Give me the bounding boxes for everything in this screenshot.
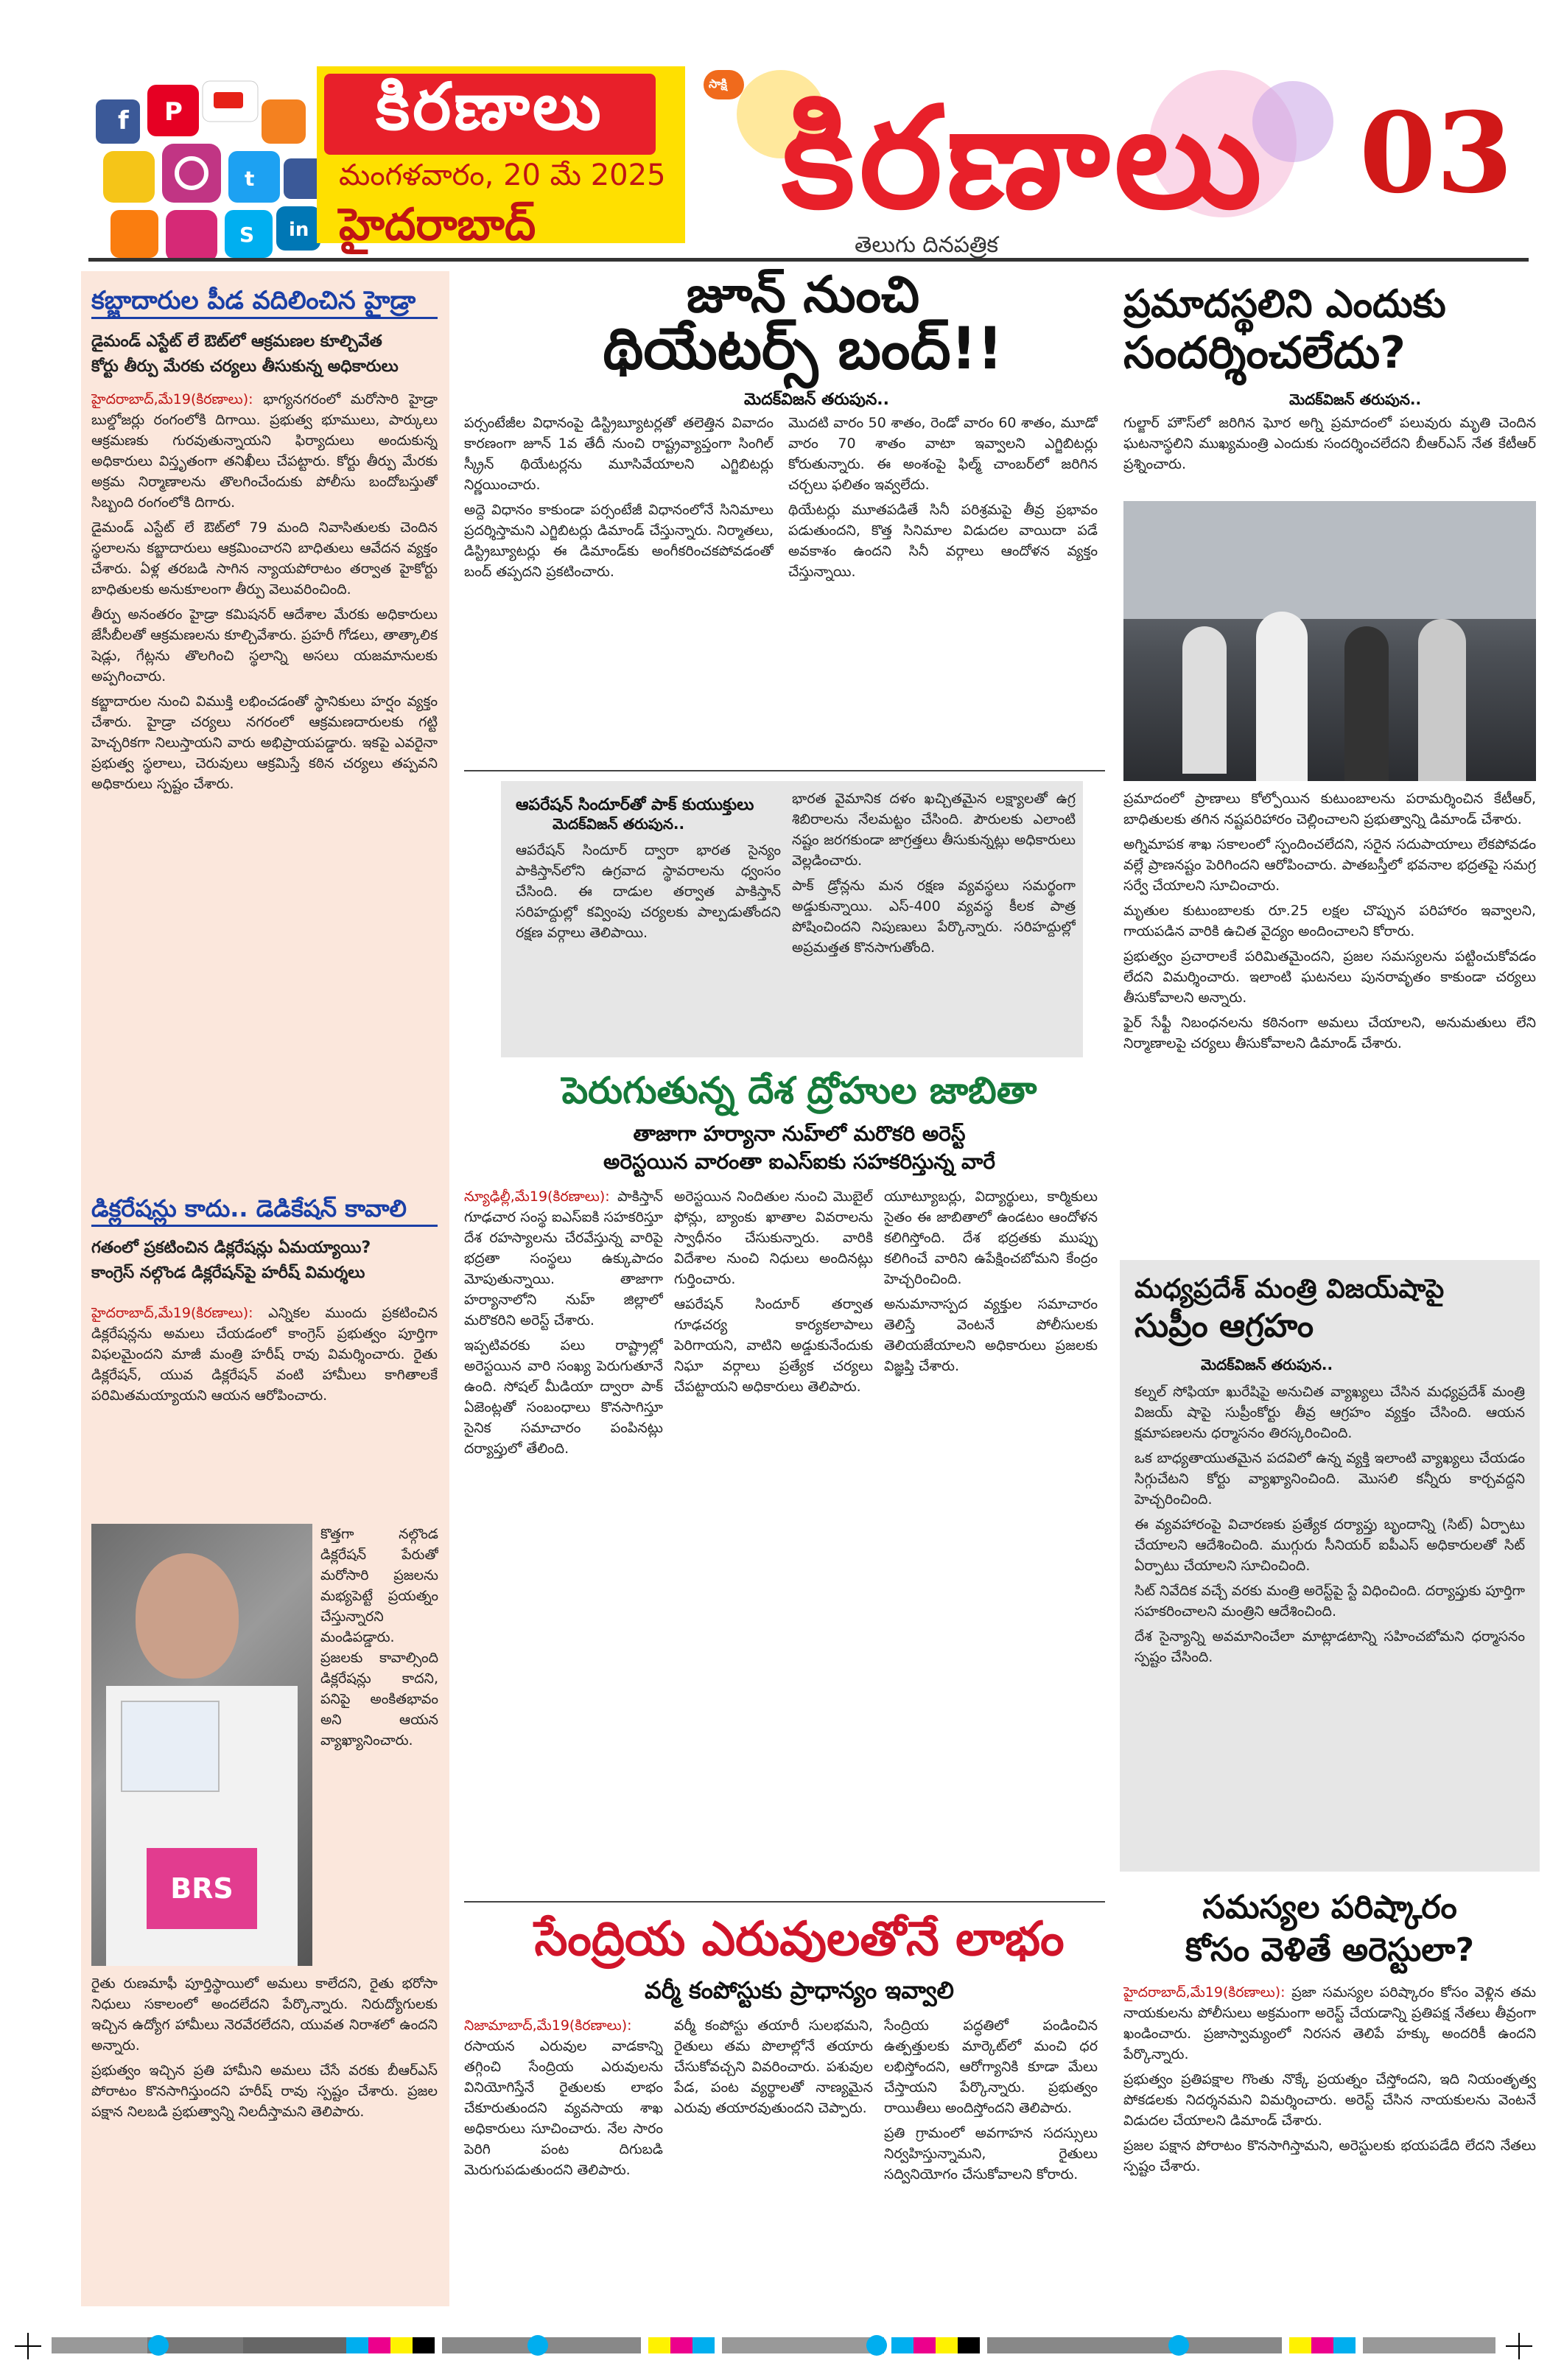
paragraph: ప్రమాదంలో ప్రాణాలు కోల్పోయిన కుటుంబాలను పరామర్శించిన కేటీఆర్, బాధితులకు తగిన నష్టపరిహారం చెల్లించాలని ప్రభుత్వాన్ని డిమాండ్ చేశారు. [1123,791,1536,827]
crosshair-icon [15,2333,41,2359]
paragraph: అద్దె విధానం కాకుండా పర్సంటేజీ విధానంలోనే సినిమాలు ప్రదర్శిస్తామని ఎగ్జిబిటర్లు డిమాండ్ చేస్తున్నారు. నిర్మాతలు, డిస్ట్రిబ్యూటర్లు ఈ డిమాండ్‌కు అంగీకరించకపోవడంతో బంద్ తప్పదని ప్రకటించారు. [464,502,774,580]
splash-label: సాక్షి [709,77,727,91]
paragraph: ప్రతి గ్రామంలో అవగాహన సదస్సులు నిర్వహిస్తున్నామని, రైతులు సద్వినియోగం చేసుకోవాలని కోరారు. [884,2125,1098,2183]
paragraph: దేశ సైన్యాన్ని అవమానించేలా మాట్లాడటాన్ని సహించబోమని ధర్మాసనం స్పష్టం చేసింది. [1135,1628,1525,1665]
headline-organic: సేంద్రియ ఎరువులతోనే లాభం [534,1912,1065,1967]
dateline: హైదరాబాద్,మే19(కిరణాలు): [91,391,253,407]
paragraph: డైమండ్ ఎస్టేట్ లే ఔట్‌లో 79 మంది నివాసితులకు చెందిన స్థలాలను కబ్జాదారులు ఆక్రమించారని బాధితులు ఆవేదన వ్యక్తం చేశారు. ఏళ్ల తరబడి సాగిన న్యాయపోరాటం తర్వాత హైకోర్టు బాధితులకు అనుకూలంగా తీర్పు వెలువరించింది. [91,519,438,598]
instagram-icon [162,144,221,203]
paragraph: తీర్పు అనంతరం హైడ్రా కమిషనర్ ఆదేశాల మేరకు అధికారులు జేసీబీలతో ఆక్రమణలను కూల్చివేశారు. ప్రహరీ గోడలు, తాత్కాలిక షెడ్లు, గేట్లను తొలగించి స్థలాన్ని అసలు యజమానులకు అప్పగించారు. [91,606,438,685]
blogger-icon [111,210,158,258]
headline-line: కోసం వెళితే అరెస్టులా? [1185,1931,1474,1969]
article-declaration-body-bottom [91,1973,438,2297]
treason-col-2 [674,1186,873,1894]
paragraph: ఆపరేషన్ సిందూర్ తర్వాత గూఢచర్య కార్యకలాపాలు పెరిగాయని, వాటిని అడ్డుకునేందుకు నిఘా వర్గాలు ప్రత్యేక చర్యలు చేపట్టాయని అధికారులు తెలిపారు. [674,1296,873,1395]
subheadline-hydra-2: కోర్టు తీర్పు మేరకు చర్యలు తీసుకున్న అధికారులు [91,357,399,376]
paragraph: సేంద్రియ పద్ధతిలో పండించిన ఉత్పత్తులకు మార్కెట్‌లో మంచి ధర లభిస్తోందని, ఆరోగ్యానికి కూడా మేలు చేస్తాయని పేర్కొన్నారు. ప్రభుత్వం రాయితీలు అందిస్తోందని తెలిపారు. [884,2017,1098,2116]
paragraph: ఎన్నికల ముందు ప్రకటించిన డిక్లరేషన్లను అమలు చేయడంలో కాంగ్రెస్ ప్రభుత్వం పూర్తిగా విఫలమైందని మాజీ మంత్రి హరీష్ రావు విమర్శించారు. రైతు డిక్లరేషన్, యువ డిక్లరేషన్ వంటి హామీలు కాగితాలకే పరిమితమయ్యాయని ఆయన ఆరోపించారు. [91,1305,438,1404]
paragraph: మొదటి వారం 50 శాతం, రెండో వారం 60 శాతం, మూడో వారం 70 శాతం వాటా ఇవ్వాలని ఎగ్జిబిటర్లు కోరుతున్నారు. ఈ అంశంపై ఫిల్మ్ చాంబర్‌లో జరిగిన చర్చలు ఫలితం ఇవ్వలేదు. [788,415,1098,493]
paragraph: పాక్ డ్రోన్లను మన రక్షణ వ్యవస్థలు సమర్థంగా అడ్డుకున్నాయి. ఎస్-400 వ్యవస్థ కీలక పాత్ర పోషించిందని నిపుణులు పేర్కొన్నారు. సరిహద్దుల్లో అప్రమత్తత కొనసాగుతోంది. [792,878,1076,956]
accident-intro [1123,413,1536,494]
problems-body [1123,1982,1536,2299]
section-rule [464,1901,1105,1903]
article-declaration-body-top [91,1303,438,1516]
article-hydra-body [91,389,438,1303]
building-facade [1123,501,1536,619]
paragraph: సిట్ నివేదిక వచ్చే వరకు మంత్రి అరెస్ట్‌పై స్టే విధించింది. దర్యాప్తుకు పూర్తిగా సహకరించాలని మంత్రిని ఆదేశించింది. [1135,1583,1525,1620]
social-icons-collage [88,70,332,269]
paragraph: అనుమానాస్పద వ్యక్తుల సమాచారం తెలిస్తే వెంటనే పోలీసులకు తెలియజేయాలని అధికారులు ప్రజలకు విజ్ఞప్తి చేశారు. [884,1296,1098,1374]
theatres-col-1 [464,413,774,763]
svg-text:t: t [245,167,255,191]
dateline: హైదరాబాద్,మే19(కిరణాలు): [91,1305,253,1321]
paragraph: ఆపరేషన్ సిందూర్ ద్వారా భారత సైన్యం పాకిస్తాన్‌లోని ఉగ్రవాద స్థావరాలను ధ్వంసం చేసింది. ఈ దాడుల తర్వాత పాకిస్తాన్ సరిహద్దుల్లో కవ్వింపు చర్యలకు పాల్పడుతోందని రక్షణ వర్గాలు తెలిపాయి. [516,842,781,941]
accident-body [1123,788,1536,1253]
instagram-icon-2 [166,210,217,262]
subheadline-hydra: డైమండ్ ఎస్టేట్ లే ఔట్‌లో ఆక్రమణల కూల్చివేత [91,332,382,351]
paragraph: భారత వైమానిక దళం ఖచ్చితమైన లక్ష్యాలతో ఉగ్ర శిబిరాలను నేలమట్టం చేసింది. పౌరులకు ఎలాంటి నష్టం జరగకుండా జాగ్రత్తలు తీసుకున్నట్లు అధికారులు వెల్లడించారు. [792,791,1076,869]
paragraph: ప్రభుత్వం ప్రచారాలకే పరిమితమైందని, ప్రజల సమస్యలను పట్టించుకోవడం లేదని విమర్శించారు. ఇలాంటి ఘటనలు పునరావృతం కాకుండా చర్యలు తీసుకోవాలని అన్నారు. [1123,948,1536,1006]
person [1256,612,1308,781]
edition-city: హైదరాబాద్ [339,199,536,251]
headline-theatres [486,266,1120,382]
byline: మెదక్‌విజన్ తరుపున.. [744,391,890,409]
treason-col-1 [464,1186,663,1894]
social-media-collage [88,70,332,269]
subheadline-treason: తాజాగా హర్యానా నుహ్‌లో మరొకరి అరెస్ట్ [633,1121,966,1146]
brs-mic-flag: BRS [147,1848,257,1929]
mp-minister-body [1135,1382,1525,1864]
organic-col-3 [884,2015,1098,2303]
treason-col-3 [884,1186,1098,1894]
accident-site-photo [1123,501,1536,781]
paragraph: ఈ వ్యవహారంపై విచారణకు ప్రత్యేక దర్యాప్తు బృందాన్ని (సిట్) ఏర్పాటు చేయాలని ఆదేశించింది. ముగ్గురు సీనియర్ ఐపీఎస్ అధికారులతో సిట్ ఏర్పాటు చేయాలని సూచించింది. [1135,1516,1525,1574]
tagline: తెలుగు దినపత్రిక [855,232,999,258]
svg-text:in: in [289,219,309,241]
headline-accident [1123,280,1536,377]
held-paper [121,1701,220,1792]
theatres-col-2 [788,413,1098,763]
headline-line: సందర్శించలేదు? [1123,327,1406,379]
paragraph: పాకిస్తాన్ గూఢచార సంస్థ ఐఎస్ఐకి సహకరిస్తూ దేశ రహస్యాలను చేరవేస్తున్న వారిపై భద్రతా సంస్థలు ఉక్కుపాదం మోపుతున్నాయి. తాజాగా హర్యానాలోని నుహ్ జిల్లాలో మరొకరిని అరెస్ట్ చేశారు. [464,1189,663,1329]
dateline: నిజామాబాద్,మే19(కిరణాలు): [464,2017,632,2034]
subheadline-treason-2: అరెస్టయిన వారంతా ఐఎస్ఐకు సహకరిస్తున్న వారే [603,1149,995,1174]
paragraph: వర్మీ కంపోస్టు తయారీ సులభమని, రైతులు తమ పొలాల్లోనే తయారు చేసుకోవచ్చని వివరించారు. పశువుల పేడ, పంట వ్యర్థాలతో నాణ్యమైన ఎరువు తయారవుతుందని చెప్పారు. [674,2017,873,2116]
subheadline-organic: వర్మీ కంపోస్టుకు ప్రాధాన్యం ఇవ్వాలి [644,1976,954,2004]
snapchat-icon [103,151,155,203]
paragraph: కబ్జాదారుల నుంచి విముక్తి లభించడంతో స్థానికులు హర్షం వ్యక్తం చేశారు. హైడ్రా చర్యలు నగరంలో ఆక్రమణదారులకు గట్టి హెచ్చరికగా నిలుస్తాయని వారు అభిప్రాయపడ్డారు. ఇకపై ఎవరైనా ప్రభుత్వ స్థలాలు, చెరువులు ఆక్రమిస్తే కఠిన చర్యలు తప్పవని అధికారులు స్పష్టం చేశారు. [91,693,438,792]
byline: మెదక్‌విజన్ తరుపున.. [1289,391,1422,408]
headline-problems [1120,1886,1540,1972]
subheadline-declaration: గతంలో ప్రకటించిన డిక్లరేషన్లు ఏమయ్యాయి? [91,1239,371,1257]
print-registration-strip [0,2328,1550,2377]
small-logo: కిరణాలు [324,74,656,155]
page-number: 03 [1359,88,1513,218]
headline-line: సుప్రీం ఆగ్రహం [1135,1307,1314,1345]
operation-col-2 [792,788,1076,1050]
headline-hydra: కబ్జాదారుల పీడ వదిలించిన హైడ్రా [91,284,438,319]
headline-mp-minister [1135,1271,1525,1345]
left-column [81,271,449,2306]
byline: మెదక్‌విజన్ తరుపున.. [553,815,685,833]
headline-line: సమస్యల పరిష్కారం [1202,1889,1457,1926]
paragraph: ప్రజా సమస్యల పరిష్కారం కోసం వెళ్లిన తమ నాయకులను పోలీసులు అక్రమంగా అరెస్ట్ చేయడాన్ని ప్రతిపక్ష నేతలు తీవ్రంగా ఖండించారు. ప్రజాస్వామ్యంలో నిరసన తెలిపే హక్కు అందరికీ ఉందని పేర్కొన్నారు. [1123,1984,1536,2062]
paragraph: అరెస్టయిన నిందితుల నుంచి మొబైల్ ఫోన్లు, బ్యాంకు ఖాతాల వివరాలను స్వాధీనం చేసుకున్నారు. వారికి విదేశాల నుంచి నిధులు అందినట్లు గుర్తించారు. [674,1189,873,1287]
operation-col-1 [516,840,781,1050]
headline-line: ప్రమాదస్థలిని ఎందుకు [1123,282,1446,326]
masthead [0,0,1550,265]
headline-treason: పెరుగుతున్న దేశ ద్రోహుల జాబితా [561,1069,1037,1112]
rss-icon [262,99,306,144]
cyan-target-icon [866,2335,887,2356]
paragraph: కొత్తగా నల్గొండ డిక్లరేషన్ పేరుతో మరోసారి ప్రజలను మభ్యపెట్టే ప్రయత్నం చేస్తున్నారని మండిపడ్డారు. ప్రజలకు కావాల్సింది డిక్లరేషన్లు కాదని, పనిపై అంకితభావం అని ఆయన వ్యాఖ్యానించారు. [320,1526,438,1749]
section-rule [464,770,1105,771]
paragraph: ఒక బాధ్యతాయుతమైన పదవిలో ఉన్న వ్యక్తి ఇలాంటి వ్యాఖ్యలు చేయడం సిగ్గుచేటని కోర్టు వ్యాఖ్యానించింది. మొసలి కన్నీరు కార్చవద్దని హెచ్చరించింది. [1135,1450,1525,1508]
dateline: హైదరాబాద్,మే19(కిరణాలు): [1123,1984,1286,2001]
headline-operation: ఆపరేషన్ సిందూర్‌తో పాక్ కుయుక్తులు [516,796,754,814]
paragraph: ఇప్పటివరకు పలు రాష్ట్రాల్లో అరెస్టయిన వారి సంఖ్య పెరుగుతూనే ఉంది. సోషల్ మీడియా ద్వారా పాక్ ఏజెంట్లతో సంబంధాలు కొనసాగిస్తూ సైనిక సమాచారం పంపినట్లు దర్యాప్తులో తేలింది. [464,1337,663,1457]
paragraph: కల్నల్ సోఫియా ఖురేషిపై అనుచిత వ్యాఖ్యలు చేసిన మధ్యప్రదేశ్ మంత్రి విజయ్ షాపై సుప్రీంకోర్టు తీవ్ర ఆగ్రహం వ్యక్తం చేసింది. ఆయన క్షమాపణలను ధర్మాసనం తిరస్కరించింది. [1135,1384,1525,1441]
masthead-rule [88,258,1529,262]
svg-text:f: f [118,106,129,136]
svg-text:S: S [239,223,255,247]
paragraph: గుల్జార్ హౌస్‌లో జరిగిన ఘోర అగ్ని ప్రమాదంలో పలువురు మృతి చెందిన ఘటనాస్థలిని ముఖ్యమంత్రి ఎందుకు సందర్శించలేదని బీఆర్ఎస్ నేత కేటీఆర్ ప్రశ్నించారు. [1123,415,1536,472]
headline-line: జూన్ నుంచి [686,266,920,324]
paragraph: రసాయన ఎరువుల వాడకాన్ని తగ్గించి సేంద్రియ ఎరువులను వినియోగిస్తేనే రైతులకు లాభం చేకూరుతుందని వ్యవసాయ శాఖ అధికారులు సూచించారు. నేల సారం పెరిగి పంట దిగుబడి మెరుగుపడుతుందని తెలిపారు. [464,2038,663,2178]
paragraph: ప్రభుత్వం ప్రతిపక్షాల గొంతు నొక్కే ప్రయత్నం చేస్తోందని, ఇది నియంతృత్వ పోకడలకు నిదర్శనమని విమర్శించారు. అరెస్ట్ చేసిన నాయకులను వెంటనే విడుదల చేయాలని డిమాండ్ చేశారు. [1123,2071,1536,2129]
paragraph: ప్రజల పక్షాన పోరాటం కొనసాగిస్తామని, అరెస్టులకు భయపడేది లేదని నేతలు స్పష్టం చేశారు. [1123,2138,1536,2174]
byline: మెదక్‌విజన్ తరుపున.. [1201,1356,1333,1373]
cyan-target-icon [1168,2335,1189,2356]
paragraph: భాగ్యనగరంలో మరోసారి హైడ్రా బుల్డోజర్లు రంగంలోకి దిగాయి. ప్రభుత్వ భూములు, పార్కులు ఆక్రమణకు గురవుతున్నాయని ఫిర్యాదులు అందుకున్న అధికారులు విస్తృతంగా తనిఖీలు చేపట్టారు. కోర్టు తీర్పు మేరకు అక్రమ నిర్మాణాలను తొలగించేందుకు పోలీసు బందోబస్తుతో సిబ్బంది రంగంలోకి దిగారు. [91,391,438,511]
paragraph: మృతుల కుటుంబాలకు రూ.25 లక్షల చొప్పున పరిహారం ఇవ్వాలని, గాయపడిన వారికి ఉచిత వైద్యం అందించాలని కోరారు. [1123,903,1536,939]
paragraph: రైతు రుణమాఫీ పూర్తిస్థాయిలో అమలు కాలేదని, రైతు భరోసా నిధులు సకాలంలో అందలేదని పేర్కొన్నారు. నిరుద్యోగులకు ఇచ్చిన ఉద్యోగ హామీలు నెరవేరలేదని, యువత నిరాశలో ఉందని అన్నారు. [91,1975,438,2054]
paragraph: పర్సంటేజీల విధానంపై డిస్ట్రిబ్యూటర్లతో తలెత్తిన వివాదం కారణంగా జూన్ 1వ తేదీ నుంచి రాష్ట్రవ్యాప్తంగా సింగిల్ స్క్రీన్ థియేటర్లను మూసివేయాలని ఎగ్జిబిటర్లు నిర్ణయించారు. [464,415,774,493]
paragraph: ఫైర్ సేఫ్టీ నిబంధనలను కఠినంగా అమలు చేయాలని, అనుమతులు లేని నిర్మాణాలపై చర్యలు తీసుకోవాలని డిమాండ్ చేశారు. [1123,1015,1536,1051]
registration-marks [0,2328,1550,2377]
headline-line: థియేటర్స్ బంద్!! [603,316,1003,382]
headline-line: మధ్యప్రదేశ్ మంత్రి విజయ్‌షాపై [1135,1274,1445,1304]
harish-rao-photo [91,1524,312,1966]
paragraph: థియేటర్లు మూతపడితే సినీ పరిశ్రమపై తీవ్ర ప్రభావం పడుతుందని, కొత్త సినిమాల విడుదల వాయిదా పడే అవకాశం ఉందని సినీ వర్గాలు ఆందోళన వ్యక్తం చేస్తున్నాయి. [788,502,1098,580]
person [1182,626,1227,774]
dateline: న్యూఢిల్లీ,మే19(కిరణాలు): [464,1189,610,1205]
cyan-target-icon [148,2335,169,2356]
issue-date: మంగళవారం, 20 మే 2025 [339,158,666,192]
main-logo: కిరణాలు [782,77,1266,239]
organic-col-1 [464,2015,663,2303]
paragraph: అగ్నిమాపక శాఖ సకాలంలో స్పందించలేదని, సరైన సదుపాయాలు లేకపోవడం వల్లే ప్రాణనష్టం పెరిగిందని ఆరోపించారు. పాతబస్తీలో భవనాల భద్రతపై సమగ్ర సర్వే చేయాలని సూచించారు. [1123,836,1536,894]
article-declaration-body-side [320,1524,438,1966]
svg-text:P: P [164,97,183,127]
paragraph: ప్రభుత్వం ఇచ్చిన ప్రతి హామీని అమలు చేసే వరకు బీఆర్ఎస్ పోరాటం కొనసాగిస్తుందని హరీష్ రావు స్పష్టం చేశారు. ప్రజల పక్షాన నిలబడి ప్రభుత్వాన్ని నిలదీస్తామని తెలిపారు. [91,2062,438,2120]
cyan-target-icon [527,2335,548,2356]
crosshair-icon [1506,2333,1532,2359]
headline-declaration: డిక్లరేషన్లు కాదు.. డెడికేషన్ కావాలి [91,1192,438,1227]
person-head [136,1553,239,1679]
person [1418,619,1466,781]
subheadline-declaration-2: కాంగ్రెస్ నల్గొండ డిక్లరేషన్‌పై హరీష్ విమర్శలు [91,1264,365,1282]
person [1344,626,1389,781]
paragraph: యూట్యూబర్లు, విద్యార్థులు, కార్మికులు సైతం ఈ జాబితాలో ఉండటం ఆందోళన కలిగిస్తోంది. దేశ భద్రతకు ముప్పు కలిగించే వారిని ఉపేక్షించబోమని కేంద్రం హెచ్చరించింది. [884,1189,1098,1287]
organic-col-2 [674,2015,873,2303]
